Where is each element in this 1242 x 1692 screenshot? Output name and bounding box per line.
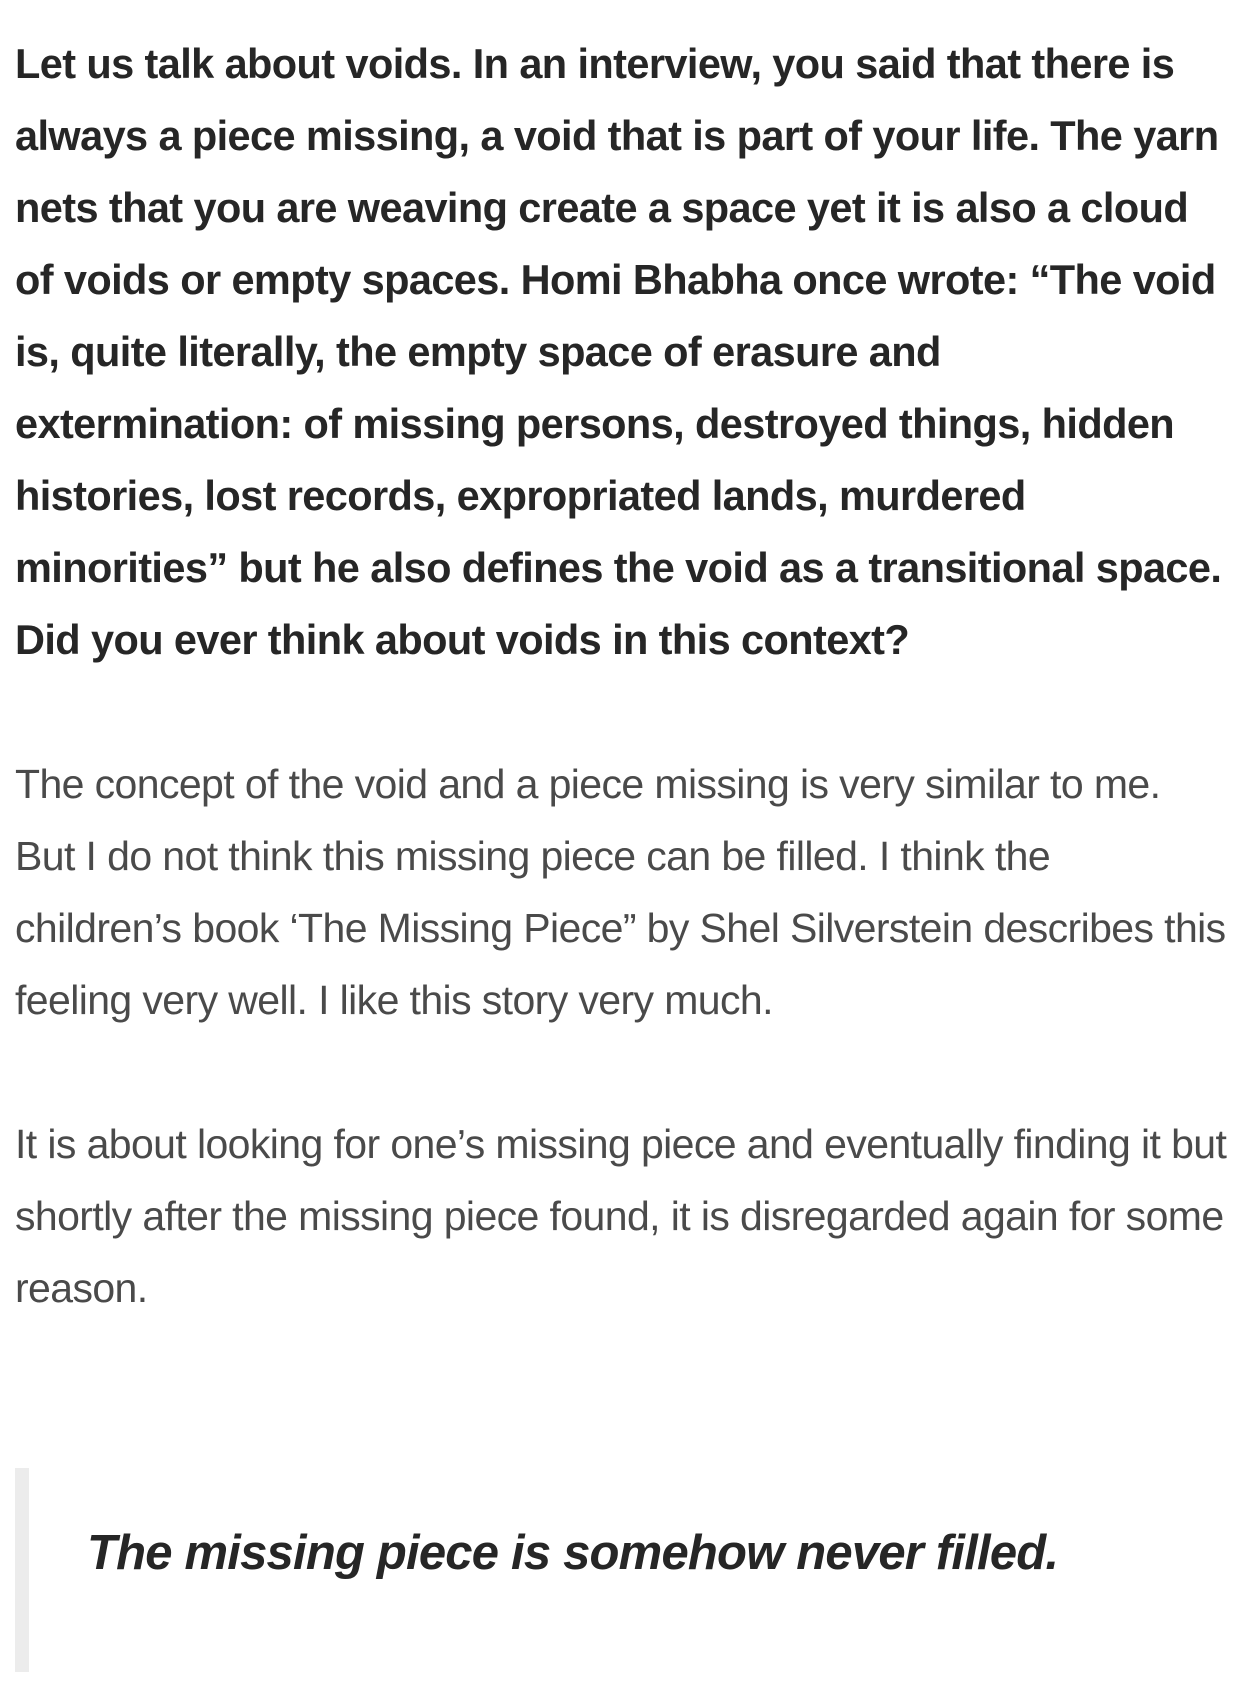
pull-quote-text: The missing piece is somehow never filled. (87, 1526, 1059, 1580)
answer-paragraph: It is about looking for one’s missing piece and eventually finding it but shortly after the missing piece found, it is disregarded again for some reason. (15, 1121, 1227, 1311)
interview-question: Let us talk about voids. In an interview, you said that there is always a piece missing, a void that is part of your life. The yarn nets that you are weaving create a space yet it is also a cloud of voids or empty spaces. Homi Bhabha once wrote: “The void is, quite literally, the empty space of erasure and extermination: of missing persons, destroyed things, hidden histories, lost records, expropriated lands, murdered minorities” but he also defines the void as a transitional space. Did you ever think about voids in this context? (15, 40, 1222, 663)
article-body (15, 28, 1227, 1324)
answer-paragraph: The concept of the void and a piece missing is very similar to me. But I do not think this missing piece can be filled. I think the children’s book ‘The Missing Piece” by Shel Silverstein describes this feeling very well. I like this story very much. (15, 761, 1226, 1023)
pull-quote (15, 1468, 1227, 1672)
